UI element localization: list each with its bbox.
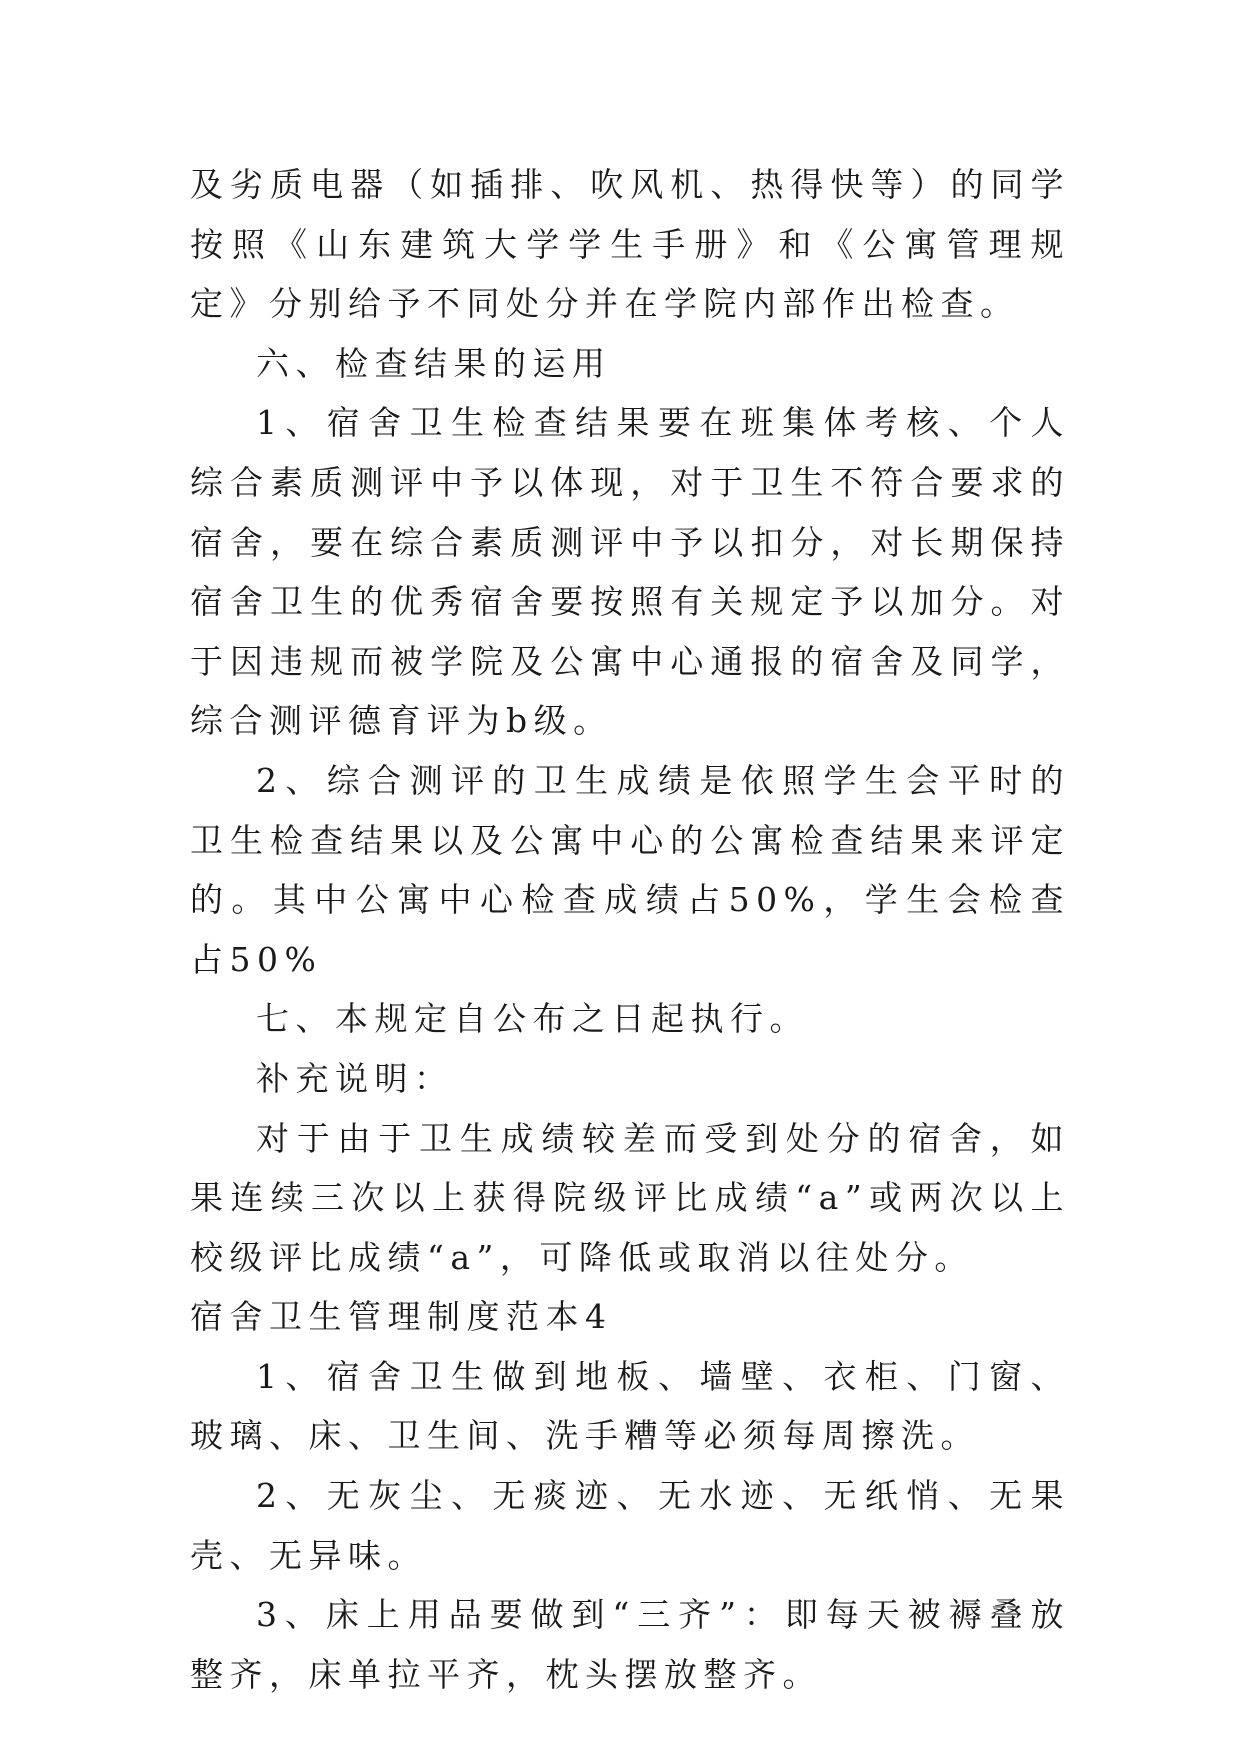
paragraph-continuation: 及劣质电器（如插排、吹风机、热得快等）的同学按照《山东建筑大学学生手册》和《公寓管理规定》分别给予不同处分并在学院内部作出检查。 (190, 165, 1070, 324)
rule-item-3: 3、床上用品要做到“三齐”：即每天被褥叠放整齐，床单拉平齐，枕头摆放整齐。 (190, 1595, 1070, 1694)
template-title: 宿舍卫生管理制度范本4 (190, 1297, 613, 1337)
supplement-paragraph: 对于由于卫生成绩较差而受到处分的宿舍，如果连续三次以上获得院级评比成绩“a”或两次以上校级评比成绩“a”，可降低或取消以往处分。 (190, 1118, 1070, 1277)
rule-item-2: 2、无灰尘、无痰迹、无水迹、无纸悄、无果壳、无异味。 (190, 1476, 1070, 1575)
supplement-heading: 补充说明： (256, 1058, 454, 1098)
paragraph-item-2: 2、综合测评的卫生成绩是依照学生会平时的卫生检查结果以及公寓中心的公寓检查结果来评定的。其中公寓中心检查成绩占50%，学生会检查占50% (190, 760, 1070, 979)
section-heading-six: 六、检查结果的运用 (256, 343, 612, 383)
paragraph-item-1: 1、宿舍卫生检查结果要在班集体考核、个人综合素质测评中予以体现，对于卫生不符合要求的宿舍，要在综合素质测评中予以扣分，对长期保持宿舍卫生的优秀宿舍要按照有关规定予以加分。对于因违规而被学院及公寓中心通报的宿舍及同学，综合测评德育评为b级。 (190, 403, 1070, 741)
document-body (190, 155, 1070, 1704)
section-heading-seven: 七、本规定自公布之日起执行。 (256, 999, 809, 1039)
rule-item-1: 1、宿舍卫生做到地板、墙壁、衣柜、门窗、玻璃、床、卫生间、洗手糟等必须每周擦洗。 (190, 1356, 1070, 1456)
